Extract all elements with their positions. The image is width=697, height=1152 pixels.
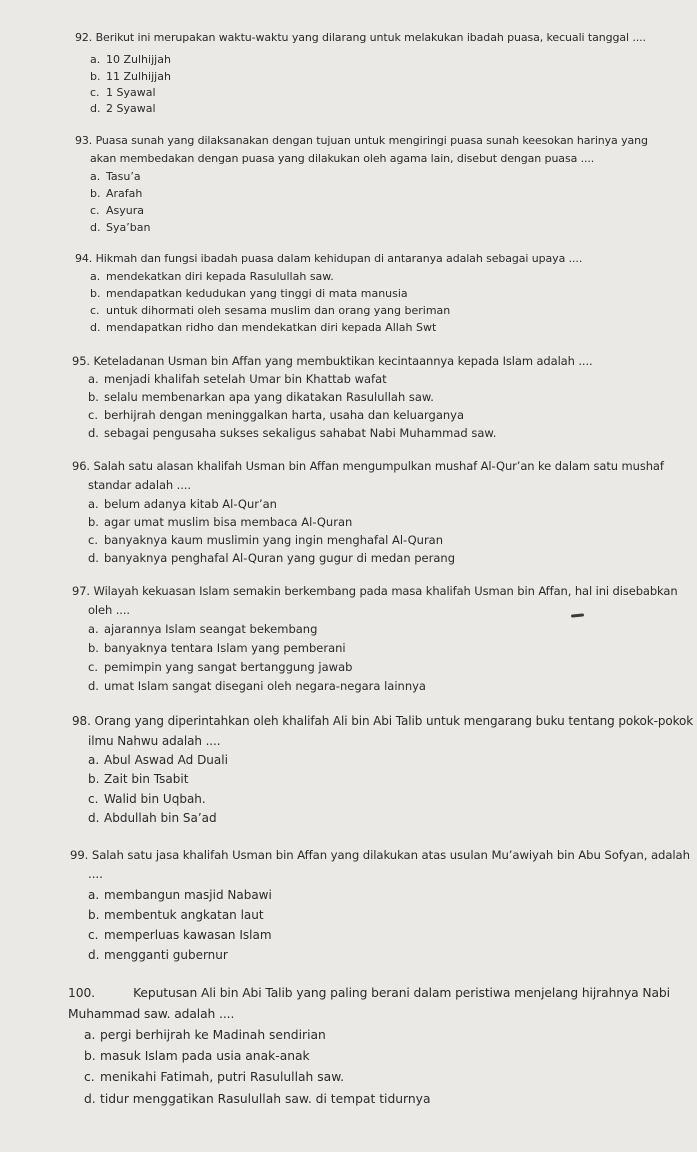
option-letter: b. — [90, 187, 101, 200]
option-a — [84, 1028, 326, 1042]
option-letter: b. — [90, 287, 101, 300]
option-b — [90, 287, 408, 300]
option-a — [88, 888, 272, 902]
option-letter: d. — [90, 102, 101, 115]
option-letter: a. — [90, 170, 101, 183]
option-d — [84, 1092, 431, 1106]
question-stem-cont: .... — [88, 867, 103, 881]
option-text: membangun masjid Nabawi — [104, 888, 272, 902]
option-text: Abdullah bin Sa’ad — [104, 811, 217, 825]
option-text: 10 Zulhijjah — [106, 53, 171, 66]
option-c — [88, 408, 464, 422]
option-text: menjadi khalifah setelah Umar bin Khattab wafat — [104, 372, 387, 386]
question-stem: 98. Orang yang diperintahkan oleh khalifah Ali bin Abi Talib untuk mengarang buku tentang pokok-pokok — [72, 714, 694, 728]
option-b — [88, 515, 352, 529]
option-c — [88, 533, 443, 547]
option-b — [88, 641, 346, 655]
question-stem: 97. Wilayah kekuasan Islam semakin berkembang pada masa khalifah Usman bin Affan, hal ini disebabkan — [72, 584, 678, 598]
option-d — [90, 221, 150, 234]
option-text: Walid bin Uqbah. — [104, 792, 206, 806]
option-letter: b. — [84, 1049, 96, 1063]
option-c — [84, 1070, 344, 1084]
option-letter: b. — [88, 772, 100, 786]
option-letter: d. — [88, 948, 100, 962]
option-text: membentuk angkatan laut — [104, 908, 264, 922]
option-d — [90, 321, 436, 334]
option-letter: d. — [84, 1092, 96, 1106]
option-letter: a. — [88, 622, 99, 636]
option-text: 2 Syawal — [106, 102, 156, 115]
option-a — [90, 53, 171, 66]
option-c — [90, 204, 144, 217]
option-text: mengganti gubernur — [104, 948, 228, 962]
option-letter: c. — [90, 86, 100, 99]
option-letter: b. — [88, 641, 99, 655]
option-b — [90, 187, 142, 200]
option-a — [88, 753, 228, 767]
option-text: agar umat muslim bisa membaca Al-Quran — [104, 515, 353, 529]
option-d — [90, 102, 156, 115]
option-text: Asyura — [106, 204, 145, 217]
option-letter: c. — [88, 408, 98, 422]
option-letter: d. — [88, 426, 99, 440]
option-letter: a. — [88, 497, 99, 511]
option-letter: d. — [88, 551, 99, 565]
option-text: ajarannya Islam seangat bekembang — [104, 622, 318, 636]
question-stem-cont: akan membedakan dengan puasa yang dilakukan oleh agama lain, disebut dengan puasa .... — [90, 152, 595, 165]
option-letter: c. — [88, 792, 99, 806]
option-text: mendapatkan kedudukan yang tinggi di mata manusia — [106, 287, 408, 300]
question-stem: 99. Salah satu jasa khalifah Usman bin Affan yang dilakukan atas usulan Mu’awiyah bin Abu Sofyan, adalah — [70, 848, 690, 862]
option-letter: c. — [90, 204, 100, 217]
option-b — [88, 908, 264, 922]
option-text: Sya’ban — [106, 221, 151, 234]
question-stem: 95. Keteladanan Usman bin Affan yang membuktikan kecintaannya kepada Islam adalah .... — [72, 354, 593, 368]
option-letter: a. — [88, 888, 100, 902]
option-b — [84, 1049, 310, 1063]
question-stem-cont: standar adalah .... — [88, 478, 191, 492]
option-letter: c. — [84, 1070, 95, 1084]
option-text: memperluas kawasan Islam — [104, 928, 272, 942]
question-stem-cont: ilmu Nahwu adalah .... — [88, 734, 221, 748]
option-text: untuk dihormati oleh sesama muslim dan orang yang beriman — [106, 304, 451, 317]
option-text: selalu membenarkan apa yang dikatakan Rasulullah saw. — [104, 390, 434, 404]
option-letter: d. — [88, 811, 100, 825]
option-d — [88, 426, 496, 440]
option-letter: a. — [84, 1028, 96, 1042]
question-stem: 92. Berikut ini merupakan waktu-waktu yang dilarang untuk melakukan ibadah puasa, kecuali tanggal .... — [75, 31, 646, 44]
option-d — [88, 679, 426, 693]
option-text: 11 Zulhijjah — [106, 70, 171, 83]
option-letter: b. — [88, 515, 99, 529]
question-stem: 93. Puasa sunah yang dilaksanakan dengan tujuan untuk mengiringi puasa sunah keesokan harinya yang — [75, 134, 648, 147]
option-b — [88, 772, 188, 786]
pen-mark — [571, 613, 584, 617]
option-letter: b. — [90, 70, 101, 83]
option-d — [88, 811, 217, 825]
option-a — [90, 270, 334, 283]
option-c — [90, 304, 450, 317]
option-text: berhijrah dengan meninggalkan harta, usaha dan keluarganya — [104, 408, 465, 422]
option-c — [88, 792, 206, 806]
option-text: Arafah — [106, 187, 143, 200]
option-d — [88, 948, 228, 962]
option-text: masuk Islam pada usia anak-anak — [100, 1049, 310, 1063]
option-c — [90, 86, 156, 99]
question-stem-cont: Muhammad saw. adalah .... — [68, 1007, 235, 1021]
option-letter: c. — [88, 928, 99, 942]
option-letter: d. — [88, 679, 99, 693]
option-d — [88, 551, 455, 565]
option-letter: a. — [88, 753, 100, 767]
option-text: Tasu’a — [106, 170, 141, 183]
question-stem-cont: oleh .... — [88, 603, 130, 617]
option-letter: a. — [90, 270, 101, 283]
option-text: mendapatkan ridho dan mendekatkan diri kepada Allah Swt — [106, 321, 437, 334]
option-text: belum adanya kitab Al-Qur’an — [104, 497, 277, 511]
option-text: pemimpin yang sangat bertanggung jawab — [104, 660, 353, 674]
option-letter: a. — [90, 53, 101, 66]
question-stem: 94. Hikmah dan fungsi ibadah puasa dalam kehidupan di antaranya adalah sebagai upaya .... — [75, 252, 583, 265]
option-text: menikahi Fatimah, putri Rasulullah saw. — [100, 1070, 345, 1084]
option-a — [88, 622, 317, 636]
option-text: umat Islam sangat disegani oleh negara-negara lainnya — [104, 679, 426, 693]
option-text: tidur menggatikan Rasulullah saw. di tempat tidurnya — [100, 1092, 431, 1106]
option-c — [88, 928, 272, 942]
option-letter: c. — [90, 304, 100, 317]
option-text: sebagai pengusaha sukses sekaligus sahabat Nabi Muhammad saw. — [104, 426, 497, 440]
option-a — [90, 170, 141, 183]
option-text: banyaknya tentara Islam yang pemberani — [104, 641, 346, 655]
option-letter: b. — [88, 908, 100, 922]
option-text: pergi berhijrah ke Madinah sendirian — [100, 1028, 326, 1042]
option-text: banyaknya kaum muslimin yang ingin menghafal Al-Quran — [104, 533, 444, 547]
option-letter: c. — [88, 533, 98, 547]
option-text: banyaknya penghafal Al-Quran yang gugur di medan perang — [104, 551, 455, 565]
option-a — [88, 497, 277, 511]
option-letter: c. — [88, 660, 98, 674]
option-letter: b. — [88, 390, 99, 404]
option-text: Zait bin Tsabit — [104, 772, 189, 786]
option-letter: d. — [90, 221, 101, 234]
option-text: Abul Aswad Ad Duali — [104, 753, 228, 767]
question-stem: 96. Salah satu alasan khalifah Usman bin Affan mengumpulkan mushaf Al-Qur’an ke dalam satu mushaf — [72, 459, 664, 473]
option-letter: d. — [90, 321, 101, 334]
option-letter: a. — [88, 372, 99, 386]
option-text: mendekatkan diri kepada Rasulullah saw. — [106, 270, 334, 283]
question-stem: 100. Keputusan Ali bin Abi Talib yang paling berani dalam peristiwa menjelang hijrahnya Nabi — [68, 986, 670, 1000]
option-b — [88, 390, 434, 404]
option-a — [88, 372, 387, 386]
option-text: 1 Syawal — [106, 86, 156, 99]
option-b — [90, 70, 171, 83]
option-c — [88, 660, 352, 674]
